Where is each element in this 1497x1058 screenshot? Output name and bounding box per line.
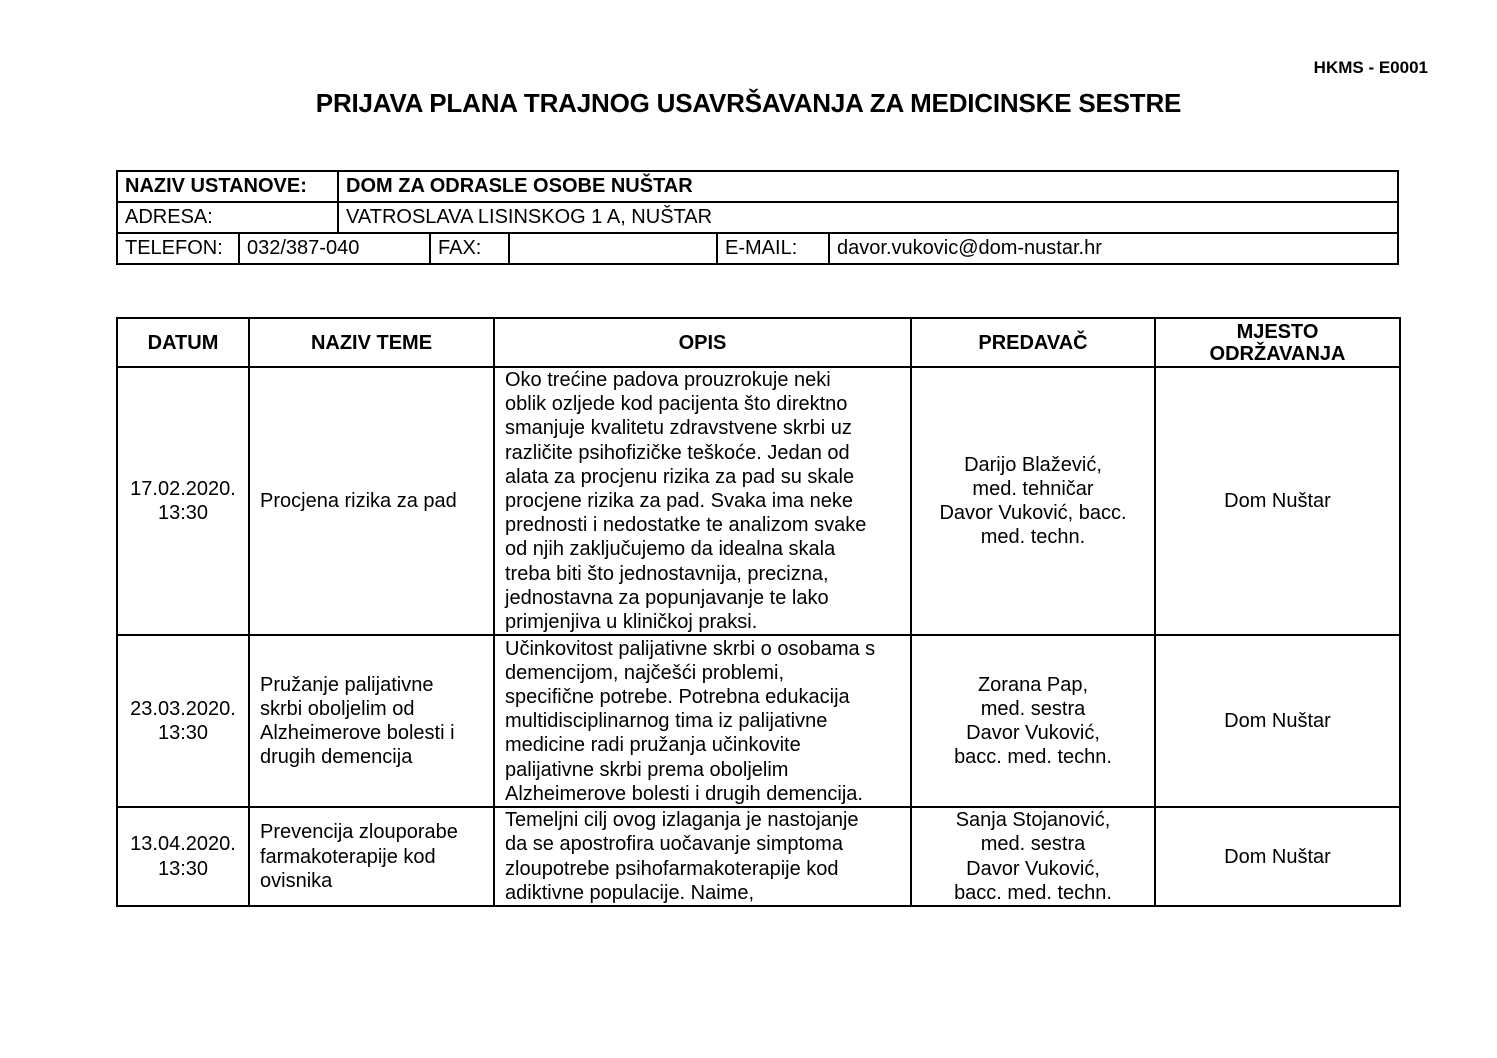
table-row	[117, 367, 1400, 635]
description-line: Učinkovitost palijativne skrbi o osobama s	[505, 637, 876, 660]
description-line: Temeljni cilj ovog izlaganja je nastojanje	[505, 809, 859, 832]
row-description	[494, 367, 911, 635]
time-text: 13:30	[157, 722, 209, 745]
plan-table	[116, 317, 1401, 907]
table-row	[117, 635, 1400, 807]
row-theme	[249, 367, 494, 635]
description-line: alata za procjenu rizika za pad su skale	[505, 465, 855, 488]
theme-line: Prevencija zlouporabe	[260, 821, 458, 844]
row-date	[117, 807, 249, 906]
row-lecturer	[911, 807, 1155, 906]
row-theme	[249, 807, 494, 906]
theme-line: farmakoterapije kod	[260, 845, 436, 868]
header-place	[1155, 318, 1400, 367]
phone-label: TELEFON:	[117, 233, 239, 264]
description-line: medicine radi pružanja učinkovite	[505, 734, 801, 757]
page-title: PRIJAVA PLANA TRAJNOG USAVRŠAVANJA ZA MEDICINSKE SESTRE	[315, 88, 1182, 118]
row-place: Dom Nuštar	[1155, 635, 1400, 807]
institution-contact-row	[117, 233, 1398, 264]
description-line: demencijom, najčešći problemi,	[505, 661, 785, 684]
theme-line: ovisnika	[260, 869, 333, 892]
description-line: da se apostrofira uočavanje simptoma	[505, 833, 843, 856]
description-line: procjene rizika za pad. Svaka ima neke	[505, 490, 853, 513]
description-line: jednostavna za popunjavanje te lako	[505, 586, 829, 609]
lecturer-line: bacc. med. techn.	[954, 881, 1112, 904]
fax-value	[509, 233, 717, 264]
description-line: multidisciplinarnog tima iz palijativne	[505, 710, 828, 733]
description-line: različite psihofizičke teškoće. Jedan od	[505, 441, 850, 464]
plan-header-row	[117, 318, 1400, 367]
institution-address-row	[117, 202, 1398, 233]
date-text: 13.04.2020.	[130, 833, 236, 856]
row-lecturer	[911, 635, 1155, 807]
theme-line: drugih demencija	[260, 746, 413, 769]
lecturer-line: med. sestra	[980, 698, 1086, 721]
row-date	[117, 367, 249, 635]
row-place: Dom Nuštar	[1155, 807, 1400, 906]
date-text: 23.03.2020.	[130, 698, 236, 721]
theme-line: skrbi oboljelim od	[260, 698, 415, 721]
description-line: zloupotrebe psihofarmakoterapije kod	[505, 857, 839, 880]
lecturer-line: med. tehničar	[972, 477, 1094, 500]
description-line: adiktivne populacije. Naime,	[505, 881, 755, 904]
description-line: od njih zaključujemo da idealna skala	[505, 538, 836, 561]
institution-name-value: DOM ZA ODRASLE OSOBE NUŠTAR	[338, 171, 1398, 202]
time-text: 13:30	[157, 857, 209, 880]
row-date	[117, 635, 249, 807]
description-line: smanjuje kvalitetu zdravstvene skrbi uz	[505, 417, 852, 440]
row-theme	[249, 635, 494, 807]
institution-address-label: ADRESA:	[117, 202, 338, 233]
description-line: prednosti i nedostatke te analizom svake	[505, 514, 867, 537]
institution-table	[116, 170, 1399, 265]
time-text: 13:30	[157, 502, 209, 525]
email-label: E-MAIL:	[717, 233, 829, 264]
lecturer-line: med. techn.	[980, 526, 1086, 549]
row-description	[494, 807, 911, 906]
header-lecturer: PREDAVAČ	[911, 318, 1155, 367]
description-line: Alzheimerove bolesti i drugih demencija.	[505, 782, 863, 805]
row-place: Dom Nuštar	[1155, 367, 1400, 635]
table-row	[117, 807, 1400, 906]
institution-name-label: NAZIV USTANOVE:	[117, 171, 338, 202]
header-place-line: MJESTO	[1236, 320, 1319, 343]
theme-line: Alzheimerove bolesti i	[260, 722, 455, 745]
lecturer-line: med. sestra	[980, 833, 1086, 856]
header-date: DATUM	[117, 318, 249, 367]
lecturer-line: Davor Vuković,	[966, 722, 1100, 745]
header-description: OPIS	[494, 318, 911, 367]
lecturer-line: Davor Vuković,	[966, 857, 1100, 880]
description-line: palijativne skrbi prema oboljelim	[505, 758, 789, 781]
phone-value: 032/387-040	[239, 233, 430, 264]
institution-name-row	[117, 171, 1398, 202]
email-value: davor.vukovic@dom-nustar.hr	[829, 233, 1398, 264]
lecturer-line: Sanja Stojanović,	[955, 809, 1111, 832]
header-theme: NAZIV TEME	[249, 318, 494, 367]
description-line: treba biti što jednostavnija, precizna,	[505, 562, 829, 585]
description-line: specifične potrebe. Potrebna edukacija	[505, 685, 850, 708]
institution-address-value: VATROSLAVA LISINSKOG 1 A, NUŠTAR	[338, 202, 1398, 233]
row-description	[494, 635, 911, 807]
theme-line: Pružanje palijativne	[260, 673, 434, 696]
fax-label: FAX:	[430, 233, 509, 264]
lecturer-line: Davor Vuković, bacc.	[939, 502, 1127, 525]
form-code: HKMS - E0001	[1313, 58, 1428, 77]
theme-line: Procjena rizika za pad	[260, 490, 457, 513]
description-line: oblik ozljede kod pacijenta što direktno	[505, 393, 848, 416]
lecturer-line: Zorana Pap,	[977, 673, 1089, 696]
description-line: Oko trećine padova prouzrokuje neki	[505, 369, 831, 391]
description-line: primjenjiva u kliničkoj praksi.	[505, 611, 758, 634]
lecturer-line: Darijo Blažević,	[964, 453, 1102, 476]
header-place-line: ODRŽAVANJA	[1209, 342, 1346, 365]
date-text: 17.02.2020.	[130, 477, 236, 500]
row-lecturer	[911, 367, 1155, 635]
lecturer-line: bacc. med. techn.	[954, 746, 1112, 769]
